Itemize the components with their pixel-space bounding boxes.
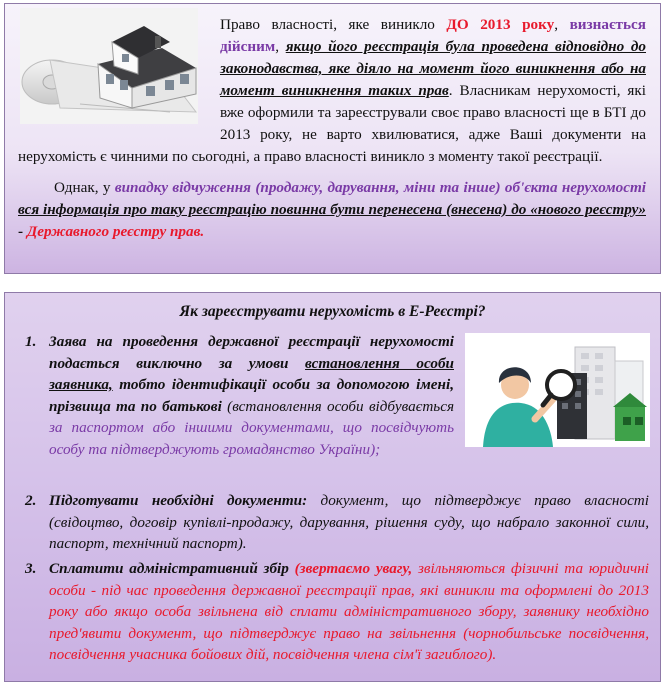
condition-text: якщо його реєстрація була проведена відповідно до законодавства, яке діяло на момент його виникнення або на момент виникнення таких прав xyxy=(220,38,646,99)
emphasis-identification: встановлення особи заявника, xyxy=(49,354,454,393)
exemption-text: звільняються фізичні та юридичні особи - під час проведення державної реєстрації прав, які виникли та оформлені до 2013 року або якщо особа звільнена від сплати адміністративного збору, заявнику необхідно пред'явити документ, що підтверджує право на звільнення (чорнобильське посвідчення, посвідчення учасника бойових дій, посвідчення члена сім'ї загиблого). xyxy=(49,560,649,663)
ownership-info-panel xyxy=(4,3,661,274)
highlight-before-2013: ДО 2013 року xyxy=(446,16,555,33)
text-span: Сплатити адміністративний збір xyxy=(49,560,295,577)
text-span: Однак, у xyxy=(54,179,115,196)
text-span: - xyxy=(18,223,27,240)
text-span: тобто ідентифікації особи за допомогою імені, прізвища та по батькові xyxy=(49,376,454,415)
item-number: 1. xyxy=(25,333,37,350)
list-item-step-2 xyxy=(25,490,649,555)
e-register-instructions-panel xyxy=(4,292,661,682)
transfer-requirement: вся інформація про таку реєстрацію повинна бути перенесена (внесена) до «нового реєстру» xyxy=(18,201,646,218)
text-span: Підготувати необхідні документи: xyxy=(49,492,308,509)
text-span: Заява на проведення державної реєстрації нерухомості подається виключно за умови xyxy=(49,333,454,372)
section-title: Як зареєструвати нерухомість в Е-Реєстрі? xyxy=(179,303,486,320)
text-span: , xyxy=(275,38,286,55)
text-span: , xyxy=(554,16,570,33)
list-item-step-3 xyxy=(25,558,649,666)
magnifier-buildings-illustration xyxy=(465,333,650,447)
text-span: Право власності, яке виникло xyxy=(220,16,447,33)
attention-note: (звертаємо увагу, xyxy=(294,560,413,577)
passport-documents-text: за паспортом або іншими документами, що посвідчують особу та підтверджують громадянство України); xyxy=(49,419,454,458)
item-number: 2. xyxy=(25,492,37,509)
item-number: 3. xyxy=(25,560,37,577)
highlight-recognized-valid: визнається дійсним xyxy=(220,16,647,55)
text-span: (встановлення особи відбувається xyxy=(221,397,454,415)
house-on-blueprints-image xyxy=(20,8,198,124)
text-span: документ, що підтверджує право власності (свідоцтво, договір купівлі-продажу, дарування, рішення суду, що набрало законної сили, паспорт, технічний паспорт). xyxy=(49,492,649,552)
text-span: . Власникам нерухомості, які вже оформили та зареєстрували своє право власності ще в БТІ до 2013 року, не варто хвилюватися, адже Ваші документи на нерухомість є чинними по сьогодні, а право власності виникло з моменту такої реєстрації. xyxy=(18,82,646,165)
state-register-name: Державного реєстру прав. xyxy=(26,223,205,240)
highlight-alienation: випадку відчуження (продажу, дарування, міни та інше) об'єкта нерухомості xyxy=(114,179,646,196)
list-item-step-1 xyxy=(25,331,454,460)
paragraph-alienation xyxy=(18,177,646,243)
